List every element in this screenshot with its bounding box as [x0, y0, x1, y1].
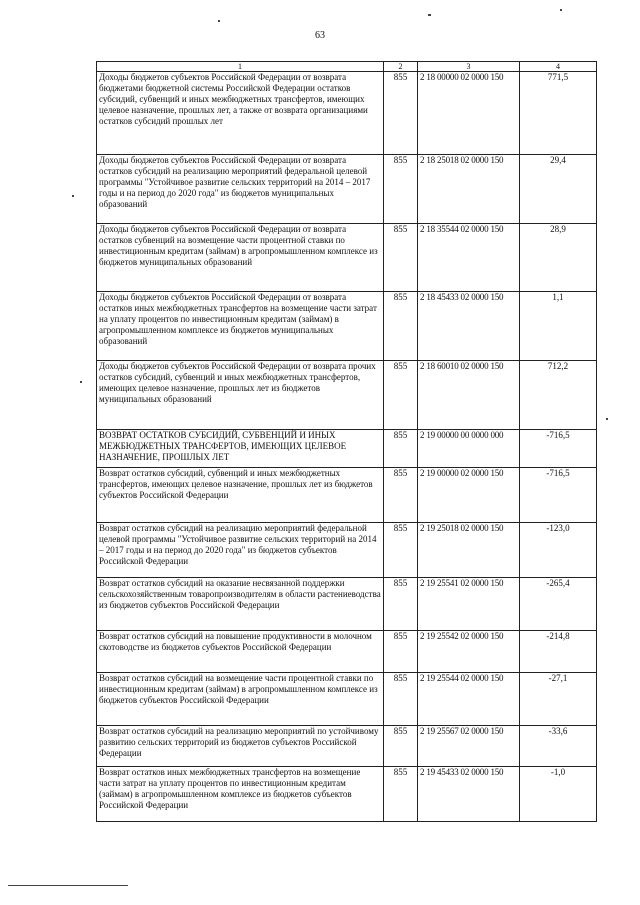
scan-line — [8, 885, 128, 886]
row-admin-code: 855 — [384, 72, 418, 155]
table-row — [97, 673, 597, 726]
table-row — [97, 468, 597, 523]
column-number-4: 4 — [520, 62, 597, 72]
row-amount: 1,1 — [520, 292, 597, 361]
table-row — [97, 726, 597, 767]
column-number-1: 1 — [97, 62, 384, 72]
row-admin-code: 855 — [384, 726, 418, 767]
scan-speck — [606, 418, 608, 420]
row-budget-code: 2 19 25567 02 0000 150 — [418, 726, 520, 767]
table-row — [97, 631, 597, 673]
row-amount: 712,2 — [520, 361, 597, 430]
row-budget-code: 2 19 25542 02 0000 150 — [418, 631, 520, 673]
row-admin-code: 855 — [384, 673, 418, 726]
page-number: 63 — [315, 30, 325, 41]
row-name: Возврат остатков субсидий на повышение продуктивности в молочном скотоводстве из бюджетов субъектов Российской Федерации — [97, 631, 384, 673]
row-name: Возврат остатков субсидий на оказание несвязанной поддержки сельскохозяйственным товаропроизводителям в области растениеводства из бюджетов субъектов Российской Федерации — [97, 578, 384, 631]
row-name: Возврат остатков субсидий на возмещение части процентной ставки по инвестиционным кредитам (займам) в агропромышленном комплексе из бюджетов субъектов Российской Федерации — [97, 673, 384, 726]
row-name: Возврат остатков субсидий на реализацию мероприятий федеральной целевой программы "Устойчивое развитие сельских территорий на 2014 – 2017 годы и на период до 2020 года" из бюджетов субъектов Российской Федерации — [97, 523, 384, 578]
row-amount: -716,5 — [520, 430, 597, 468]
row-budget-code: 2 18 60010 02 0000 150 — [418, 361, 520, 430]
row-admin-code: 855 — [384, 430, 418, 468]
row-admin-code: 855 — [384, 578, 418, 631]
row-budget-code: 2 19 25018 02 0000 150 — [418, 523, 520, 578]
row-budget-code: 2 19 00000 00 0000 000 — [418, 430, 520, 468]
row-name: Возврат остатков субсидий на реализацию мероприятий по устойчивому развитию сельских территорий из бюджетов субъектов Российской Федерации — [97, 726, 384, 767]
row-admin-code: 855 — [384, 523, 418, 578]
scan-speck — [80, 381, 82, 383]
scan-speck — [72, 195, 74, 197]
row-amount: -123,0 — [520, 523, 597, 578]
table-row — [97, 155, 597, 224]
table-row — [97, 578, 597, 631]
row-admin-code: 855 — [384, 224, 418, 292]
budget-revenue-table — [96, 61, 597, 822]
row-amount: 29,4 — [520, 155, 597, 224]
table-row — [97, 767, 597, 822]
table-row — [97, 361, 597, 430]
row-name: Доходы бюджетов субъектов Российской Федерации от возврата остатков субсидий на реализацию мероприятий федеральной целевой программы "Устойчивое развитие сельских территорий на 2014 – 2017 годы и на период до 2020 года" из бюджетов муниципальных образований — [97, 155, 384, 224]
scan-speck — [560, 9, 562, 11]
row-budget-code: 2 18 25018 02 0000 150 — [418, 155, 520, 224]
table-body — [97, 72, 597, 822]
row-admin-code: 855 — [384, 631, 418, 673]
row-amount: -214,8 — [520, 631, 597, 673]
row-amount: -27,1 — [520, 673, 597, 726]
row-budget-code: 2 18 45433 02 0000 150 — [418, 292, 520, 361]
row-amount: -265,4 — [520, 578, 597, 631]
row-admin-code: 855 — [384, 361, 418, 430]
table-header-row — [97, 62, 597, 72]
row-amount: -716,5 — [520, 468, 597, 523]
row-amount: 28,9 — [520, 224, 597, 292]
table-row — [97, 72, 597, 155]
column-number-2: 2 — [384, 62, 418, 72]
row-name: Доходы бюджетов субъектов Российской Федерации от возврата прочих остатков субсидий, субвенций и иных межбюджетных трансфертов, имеющих целевое назначение, прошлых лет из бюджетов муниципальных образований — [97, 361, 384, 430]
row-budget-code: 2 19 45433 02 0000 150 — [418, 767, 520, 822]
row-budget-code: 2 18 00000 02 0000 150 — [418, 72, 520, 155]
table-row — [97, 430, 597, 468]
scan-speck — [218, 20, 220, 22]
row-amount: 771,5 — [520, 72, 597, 155]
column-number-3: 3 — [418, 62, 520, 72]
table-row — [97, 292, 597, 361]
row-amount: -1,0 — [520, 767, 597, 822]
row-admin-code: 855 — [384, 767, 418, 822]
row-admin-code: 855 — [384, 468, 418, 523]
row-budget-code: 2 19 25544 02 0000 150 — [418, 673, 520, 726]
row-amount: -33,6 — [520, 726, 597, 767]
row-name: ВОЗВРАТ ОСТАТКОВ СУБСИДИЙ, СУБВЕНЦИЙ И ИНЫХ МЕЖБЮДЖЕТНЫХ ТРАНСФЕРТОВ, ИМЕЮЩИХ ЦЕЛЕВОЕ НАЗНАЧЕНИЕ, ПРОШЛЫХ ЛЕТ — [97, 430, 384, 468]
row-name: Доходы бюджетов субъектов Российской Федерации от возврата бюджетами бюджетной системы Российской Федерации остатков субсидий, субвенций и иных межбюджетных трансфертов, имеющих целевое назначение, прошлых лет, а также от возврата организациями остатков субсидий прошлых лет — [97, 72, 384, 155]
table-row — [97, 523, 597, 578]
row-name: Доходы бюджетов субъектов Российской Федерации от возврата остатков иных межбюджетных трансфертов на возмещение части затрат на уплату процентов по инвестиционным кредитам (займам) в агропромышленном комплексе из бюджетов муниципальных образований — [97, 292, 384, 361]
row-admin-code: 855 — [384, 155, 418, 224]
row-admin-code: 855 — [384, 292, 418, 361]
row-budget-code: 2 19 00000 02 0000 150 — [418, 468, 520, 523]
table-row — [97, 224, 597, 292]
row-budget-code: 2 19 25541 02 0000 150 — [418, 578, 520, 631]
row-name: Возврат остатков субсидий, субвенций и иных межбюджетных трансфертов, имеющих целевое назначение, прошлых лет из бюджетов субъектов Российской Федерации — [97, 468, 384, 523]
scan-speck — [428, 14, 431, 16]
row-name: Доходы бюджетов субъектов Российской Федерации от возврата остатков субвенций на возмещение части процентной ставки по инвестиционным кредитам (займам) в агропромышленном комплексе из бюджетов муниципальных образований — [97, 224, 384, 292]
row-budget-code: 2 18 35544 02 0000 150 — [418, 224, 520, 292]
row-name: Возврат остатков иных межбюджетных трансфертов на возмещение части затрат на уплату процентов по инвестиционным кредитам (займам) в агропромышленном комплексе из бюджетов субъектов Российской Федерации — [97, 767, 384, 822]
